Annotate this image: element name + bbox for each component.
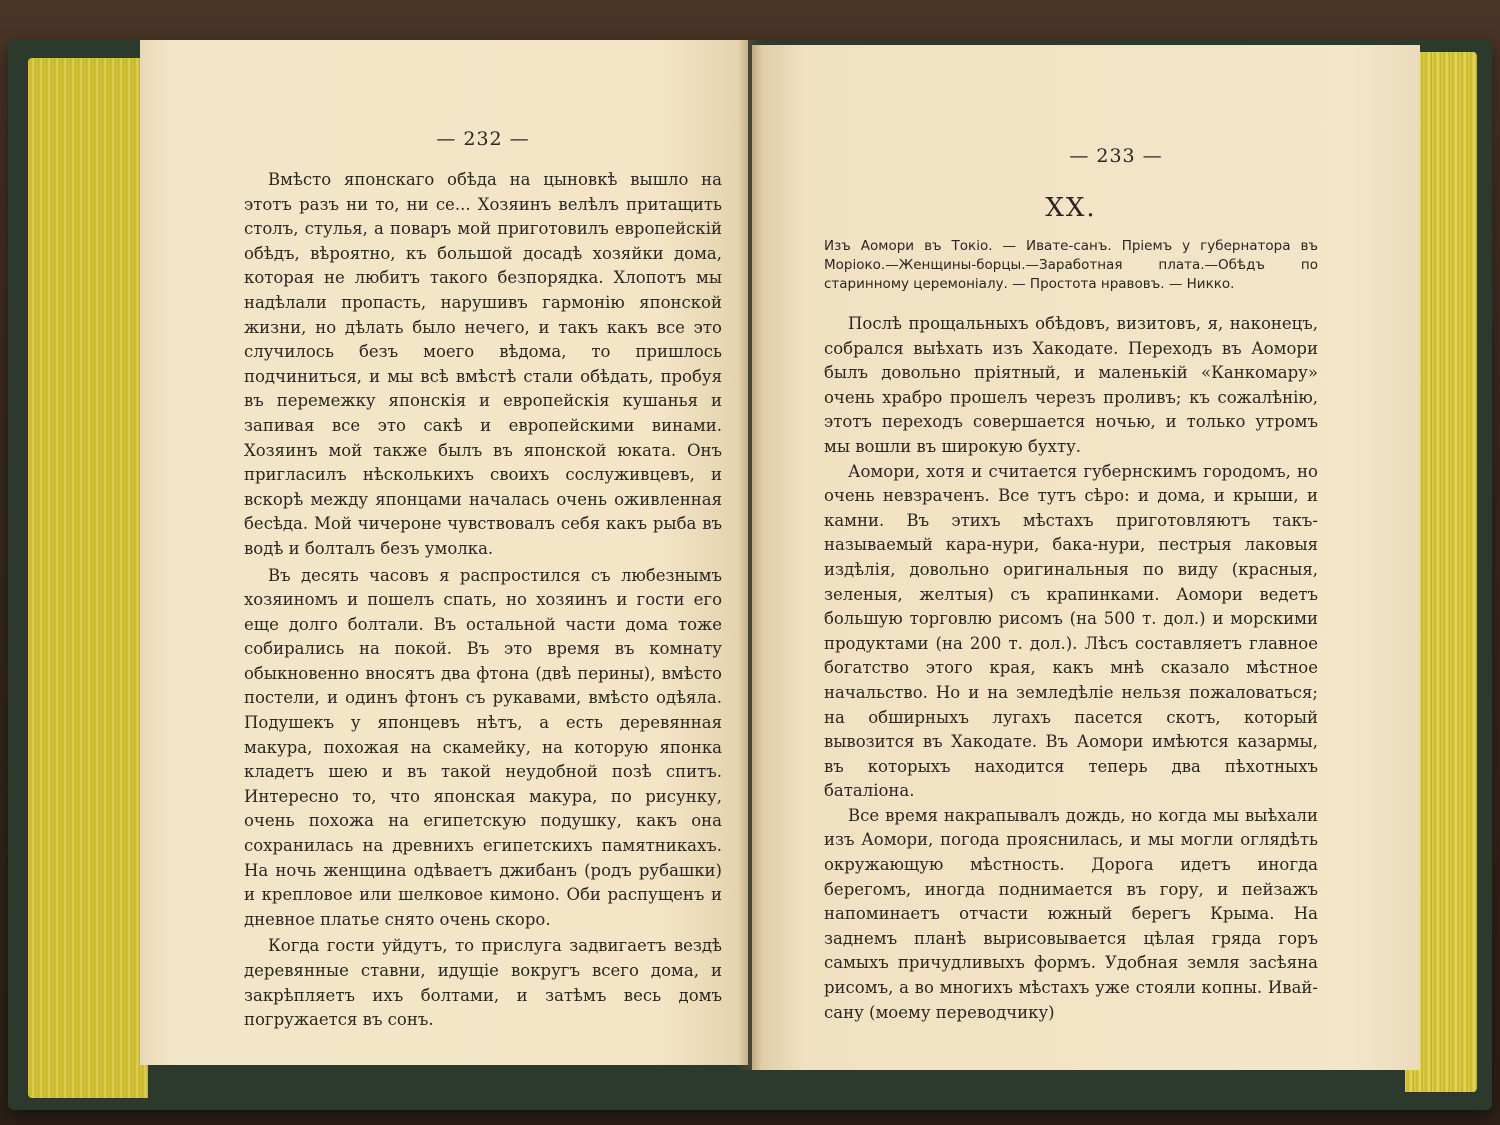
paragraph: Вмѣсто японскаго обѣда на цыновкѣ вышло на этотъ разъ ни то, ни се... Хозяинъ велѣлъ притащить столъ, стулья, а поваръ мой приготовилъ европейскій обѣдъ, вѣроятно, къ большой досадѣ хозяйки дома, которая не любитъ такого безпорядка. Хлопотъ мы надѣлали пропасть, нарушивъ гармонію японской жизни, но дѣлать было нечего, и такъ какъ все это случилось безъ моего вѣдома, то пришлось подчиниться, и мы всѣ вмѣстѣ стали обѣдать, пробуя въ перемежку японскія и европейскія кушанья и запивая все это сакѣ и европейскими винами. Хозяинъ мой также былъ въ японской юката. Онъ пригласилъ нѣсколькихъ своихъ сослуживцевъ, и вскорѣ между японцами началась очень оживленная бесѣда. Мой чичероне чувствовалъ себя какъ рыба въ водѣ и болталъ безъ умолка. bbox=[244, 170, 722, 558]
paragraph: Аомори, хотя и считается губернскимъ городомъ, но очень невзраченъ. Все тутъ сѣро: и дома, и крыши, и камни. Въ этихъ мѣстахъ приготовляютъ такъ-называемый кара-нури, бака-нури, пестрыя лаковыя издѣлія, довольно оригинальныя по виду (красныя, зеленыя, желтыя) съ крапинками. Аомори ведетъ большую торговлю рисомъ (на 500 т. дол.) и морскими продуктами (на 200 т. дол.). Лѣсъ составляетъ главное богатство этого края, какъ мнѣ сказало мѣстное начальство. Но и на земледѣліе нельзя пожаловаться; на обширныхъ лугахъ пасется скотъ, который вывозится въ Хакодате. Въ Аомори имѣются казармы, въ которыхъ находится теперь два пѣхотныхъ баталіона. bbox=[824, 461, 1318, 801]
right-page bbox=[752, 45, 1420, 1070]
left-page bbox=[140, 40, 748, 1065]
gilt-page-edges-left bbox=[28, 58, 148, 1098]
book-gutter bbox=[738, 40, 762, 1070]
chapter-summary: Изъ Аомори въ Токіо. — Ивате-санъ. Пріемъ у губернатора въ Моріоко.—Женщины-борцы.—Заработная плата.—Обѣдъ по старинному церемоніалу. — Простота нравовъ. — Никко. bbox=[824, 238, 1318, 292]
paragraph: Когда гости уйдутъ, то прислуга задвигаетъ вездѣ деревянные ставни, идущіе вокругъ всего дома, и закрѣпляетъ ихъ болтами, и затѣмъ весь домъ погружается въ сонъ. bbox=[244, 936, 722, 1030]
page-number: — 233 — bbox=[1069, 145, 1163, 167]
paragraph: Все время накрапывалъ дождь, но когда мы выѣхали изъ Аомори, погода прояснилась, и мы могли оглядѣть окружающую мѣстность. Дорога идетъ иногда берегомъ, иногда поднимается въ гору, и пейзажъ напоминаетъ отчасти южный берегъ Крыма. На заднемъ планѣ вырисовывается цѣлая гряда горъ самыхъ причудливыхъ формъ. Удобная земля засѣяна рисомъ, а во многихъ мѣстахъ уже стояли копны. Ивай-сану (моему переводчику) bbox=[824, 805, 1318, 1022]
chapter-number: XX. bbox=[1045, 193, 1097, 223]
page-number: — 232 — bbox=[436, 128, 530, 150]
paragraph: Послѣ прощальныхъ обѣдовъ, визитовъ, я, наконецъ, собрался выѣхать изъ Хакодате. Переходъ въ Аомори былъ довольно пріятный, и маленькій «Канкомару» очень храбро прошелъ черезъ проливъ; къ сожалѣнію, этотъ переходъ совершается ночью, и только утромъ мы вошли въ широкую бухту. bbox=[824, 314, 1318, 456]
paragraph: Въ десять часовъ я распростился съ любезнымъ хозяиномъ и пошелъ спать, но хозяинъ и гости его еще долго болтали. Въ остальной части дома тоже собирались на покой. Въ это время въ комнату обыкновенно вносятъ два фтона (двѣ перины), вмѣсто постели, и одинъ фтонъ съ рукавами, вмѣсто одѣяла. Подушекъ у японцевъ нѣтъ, а есть деревянная макура, похожая на скамейку, на которую японка кладетъ шею и въ такой неудобной позѣ спитъ. Интересно то, что японская макура, по рисунку, очень похожа на египетскую подушку, какъ она сохранилась на древнихъ египетскихъ памятникахъ. На ночь женщина одѣваетъ джибанъ (родъ рубашки) и крепловое или шелковое кимоно. Оби распущенъ и дневное платье снято очень скоро. bbox=[244, 565, 722, 929]
